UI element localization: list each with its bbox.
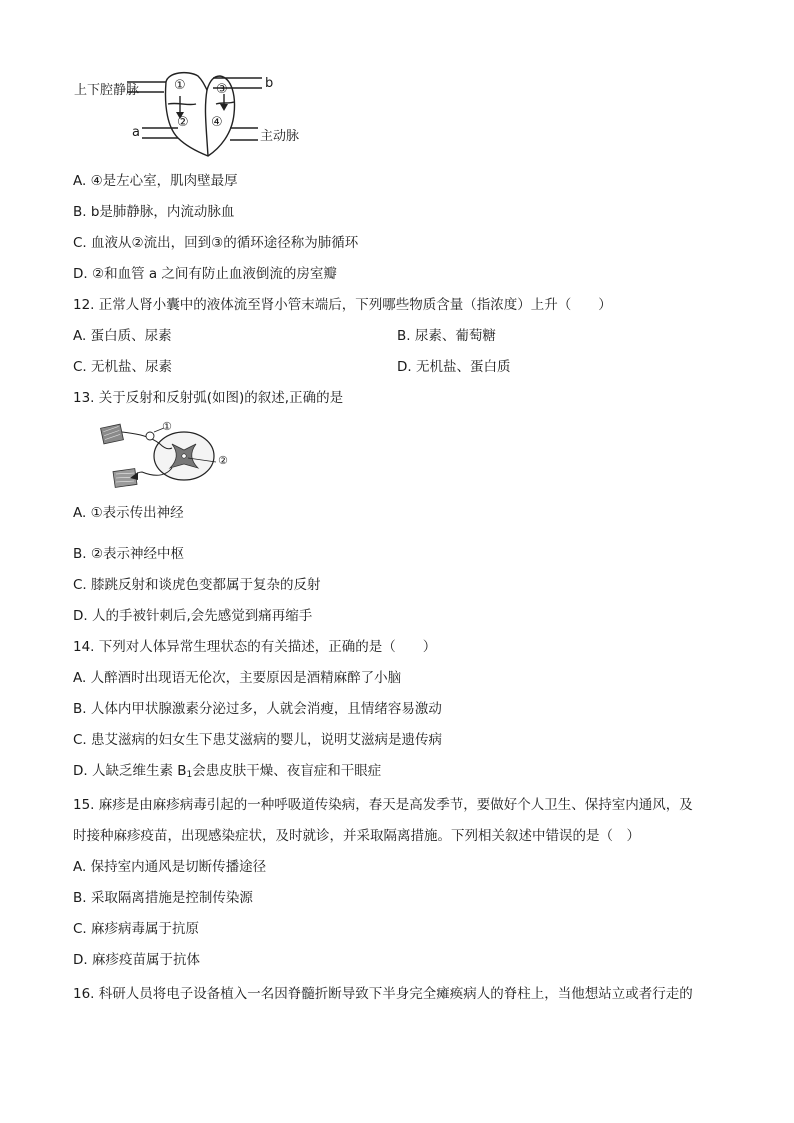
q13-stem: 13. 关于反射和反射弧(如图)的叙述,正确的是 bbox=[73, 390, 344, 406]
q14-option-d-subscript: 1 bbox=[186, 770, 193, 780]
q11-option-c: C. 血液从②流出，回到③的循环途径称为肺循环 bbox=[73, 235, 359, 251]
q13-option-c: C. 膝跳反射和谈虎色变都属于复杂的反射 bbox=[73, 577, 321, 593]
reflex-label-2: ② bbox=[218, 454, 228, 467]
q13-option-b: B. ②表示神经中枢 bbox=[73, 546, 184, 562]
q15-stem-line1: 15. 麻疹是由麻疹病毒引起的一种呼吸道传染病，春天是高发季节，要做好个人卫生、保持室内通风，及 bbox=[73, 797, 693, 813]
chamber-2-label: ② bbox=[177, 115, 189, 130]
q15-option-d: D. 麻疹疫苗属于抗体 bbox=[73, 952, 200, 968]
chamber-4-label: ④ bbox=[211, 115, 223, 130]
q16-stem-line1: 16. 科研人员将电子设备植入一名因脊髓折断导致下半身完全瘫痪病人的脊柱上，当他想站立或者行走的 bbox=[73, 986, 693, 1002]
q15-option-a: A. 保持室内通风是切断传播途径 bbox=[73, 859, 267, 875]
q11-option-d: D. ②和血管 a 之间有防止血液倒流的房室瓣 bbox=[73, 266, 337, 282]
label-b: b bbox=[265, 76, 274, 91]
label-vena-cava: 上下腔静脉 bbox=[74, 83, 140, 98]
chamber-3-label: ③ bbox=[216, 82, 228, 97]
q15-option-c: C. 麻疹病毒属于抗原 bbox=[73, 921, 200, 937]
label-a: a bbox=[132, 125, 140, 140]
label-aorta: 主动脉 bbox=[260, 129, 300, 144]
q15-option-b: B. 采取隔离措施是控制传染源 bbox=[73, 890, 253, 906]
q12-option-c: C. 无机盐、尿素 bbox=[73, 359, 173, 375]
q14-option-d bbox=[73, 762, 381, 784]
q11-option-a: A. ④是左心室，肌肉壁最厚 bbox=[73, 173, 238, 189]
q14-option-d-text: D. 人缺乏维生素 B bbox=[73, 763, 187, 779]
q14-option-a: A. 人醉酒时出现语无伦次，主要原因是酒精麻醉了小脑 bbox=[73, 670, 402, 686]
q12-stem: 12. 正常人肾小囊中的液体流至肾小管末端后，下列哪些物质含量（指浓度）上升（ ） bbox=[73, 297, 612, 313]
q12-option-d: D. 无机盐、蛋白质 bbox=[397, 359, 511, 375]
q14-option-b: B. 人体内甲状腺激素分泌过多，人就会消瘦，且情绪容易激动 bbox=[73, 701, 442, 717]
q12-option-b: B. 尿素、葡萄糖 bbox=[397, 328, 496, 344]
reflex-label-1: ① bbox=[162, 420, 172, 433]
q12-option-a: A. 蛋白质、尿素 bbox=[73, 328, 172, 344]
q14-option-d-text-rest: 会患皮肤干燥、夜盲症和干眼症 bbox=[192, 763, 382, 779]
q14-option-c: C. 患艾滋病的妇女生下患艾滋病的婴儿，说明艾滋病是遗传病 bbox=[73, 732, 443, 748]
q14-stem: 14. 下列对人体异常生理状态的有关描述，正确的是（ ） bbox=[73, 639, 437, 655]
q11-option-b: B. b是肺静脉，内流动脉血 bbox=[73, 204, 235, 220]
reflex-arc-diagram bbox=[98, 418, 248, 500]
receptor-patch bbox=[101, 424, 124, 444]
q15-stem-line2: 时接种麻疹疫苗，出现感染症状，及时就诊，并采取隔离措施。下列相关叙述中错误的是（ ） bbox=[73, 828, 640, 844]
q13-option-a: A. ①表示传出神经 bbox=[73, 505, 184, 521]
chamber-1-label: ① bbox=[174, 78, 186, 93]
heart-diagram bbox=[70, 68, 310, 160]
q13-option-d: D. 人的手被针刺后,会先感觉到痛再缩手 bbox=[73, 608, 313, 624]
